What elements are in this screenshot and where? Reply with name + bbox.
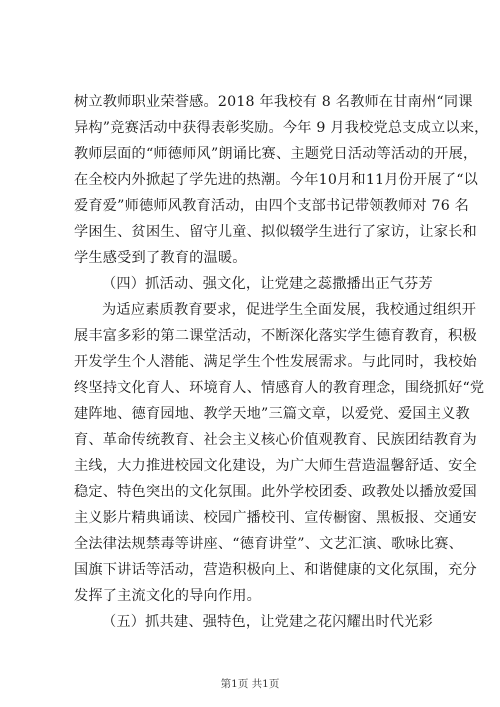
paragraph-line: 开发学生个人潜能、满足学生个性发展需求。与此同时，我校始 bbox=[74, 354, 477, 370]
paragraph-line: 学生感受到了教育的温暖。 bbox=[74, 250, 247, 266]
paragraph-line: 爱育爱”师德师风教育活动，由四个支部书记带领教师对 76 名 bbox=[74, 198, 470, 214]
paragraph-line: 国旗下讲话等活动，营造积极向上、和谐健康的文化氛围，充分 bbox=[74, 562, 477, 578]
paragraph-line: 育、革命传统教育、社会主义核心价值观教育、民族团结教育为 bbox=[74, 432, 477, 448]
paragraph-line: 树立教师职业荣誉感。2018 年我校有 8 名教师在甘南州“同课 bbox=[74, 94, 473, 110]
paragraph-line: 主线，大力推进校园文化建设，为广大师生营造温馨舒适、安全 bbox=[74, 458, 477, 474]
paragraph-line: 稳定、特色突出的文化氛围。此外学校团委、政教处以播放爱国 bbox=[74, 484, 477, 500]
paragraph-line: 建阵地、德育园地、教学天地”三篇文章，以爱党、爱国主义教 bbox=[74, 406, 470, 422]
paragraph-line: 主义影片精典诵读、校园广播校刊、宣传橱窗、黑板报、交通安 bbox=[74, 510, 477, 526]
page-footer: 第1页 共1页 bbox=[220, 678, 280, 690]
paragraph-line: 全法律法规禁毒等讲座、“德育讲堂”、文艺汇演、歌咏比赛、 bbox=[74, 536, 463, 552]
paragraph-line: 教师层面的“师德师风”朗诵比赛、主题党日活动等活动的开展， bbox=[74, 146, 478, 162]
paragraph-line: 在全校内外掀起了学先进的热潮。今年10月和11月份开展了“以 bbox=[74, 172, 479, 188]
paragraph-line: 为适应素质教育要求，促进学生全面发展，我校通过组织开 bbox=[102, 302, 477, 318]
paragraph-line: 终坚持文化育人、环境育人、情感育人的教育理念，围绕抓好“党 bbox=[74, 380, 485, 396]
paragraph-line: 发挥了主流文化的导向作用。 bbox=[74, 588, 262, 604]
section-heading: （四）抓活动、强文化，让党建之蕊撒播出正气芬芳 bbox=[102, 276, 433, 292]
paragraph-line: 学困生、贫困生、留守儿童、拟似辍学生进行了家访，让家长和 bbox=[74, 224, 477, 240]
paragraph-line: 异构”竞赛活动中获得表彰奖励。今年 9 月我校党总支成立以来， bbox=[74, 120, 489, 136]
paragraph-line: 展丰富多彩的第二课堂活动，不断深化落实学生德育教育，积极 bbox=[74, 328, 477, 344]
section-heading: （五）抓共建、强特色，让党建之花闪耀出时代光彩 bbox=[102, 614, 433, 630]
